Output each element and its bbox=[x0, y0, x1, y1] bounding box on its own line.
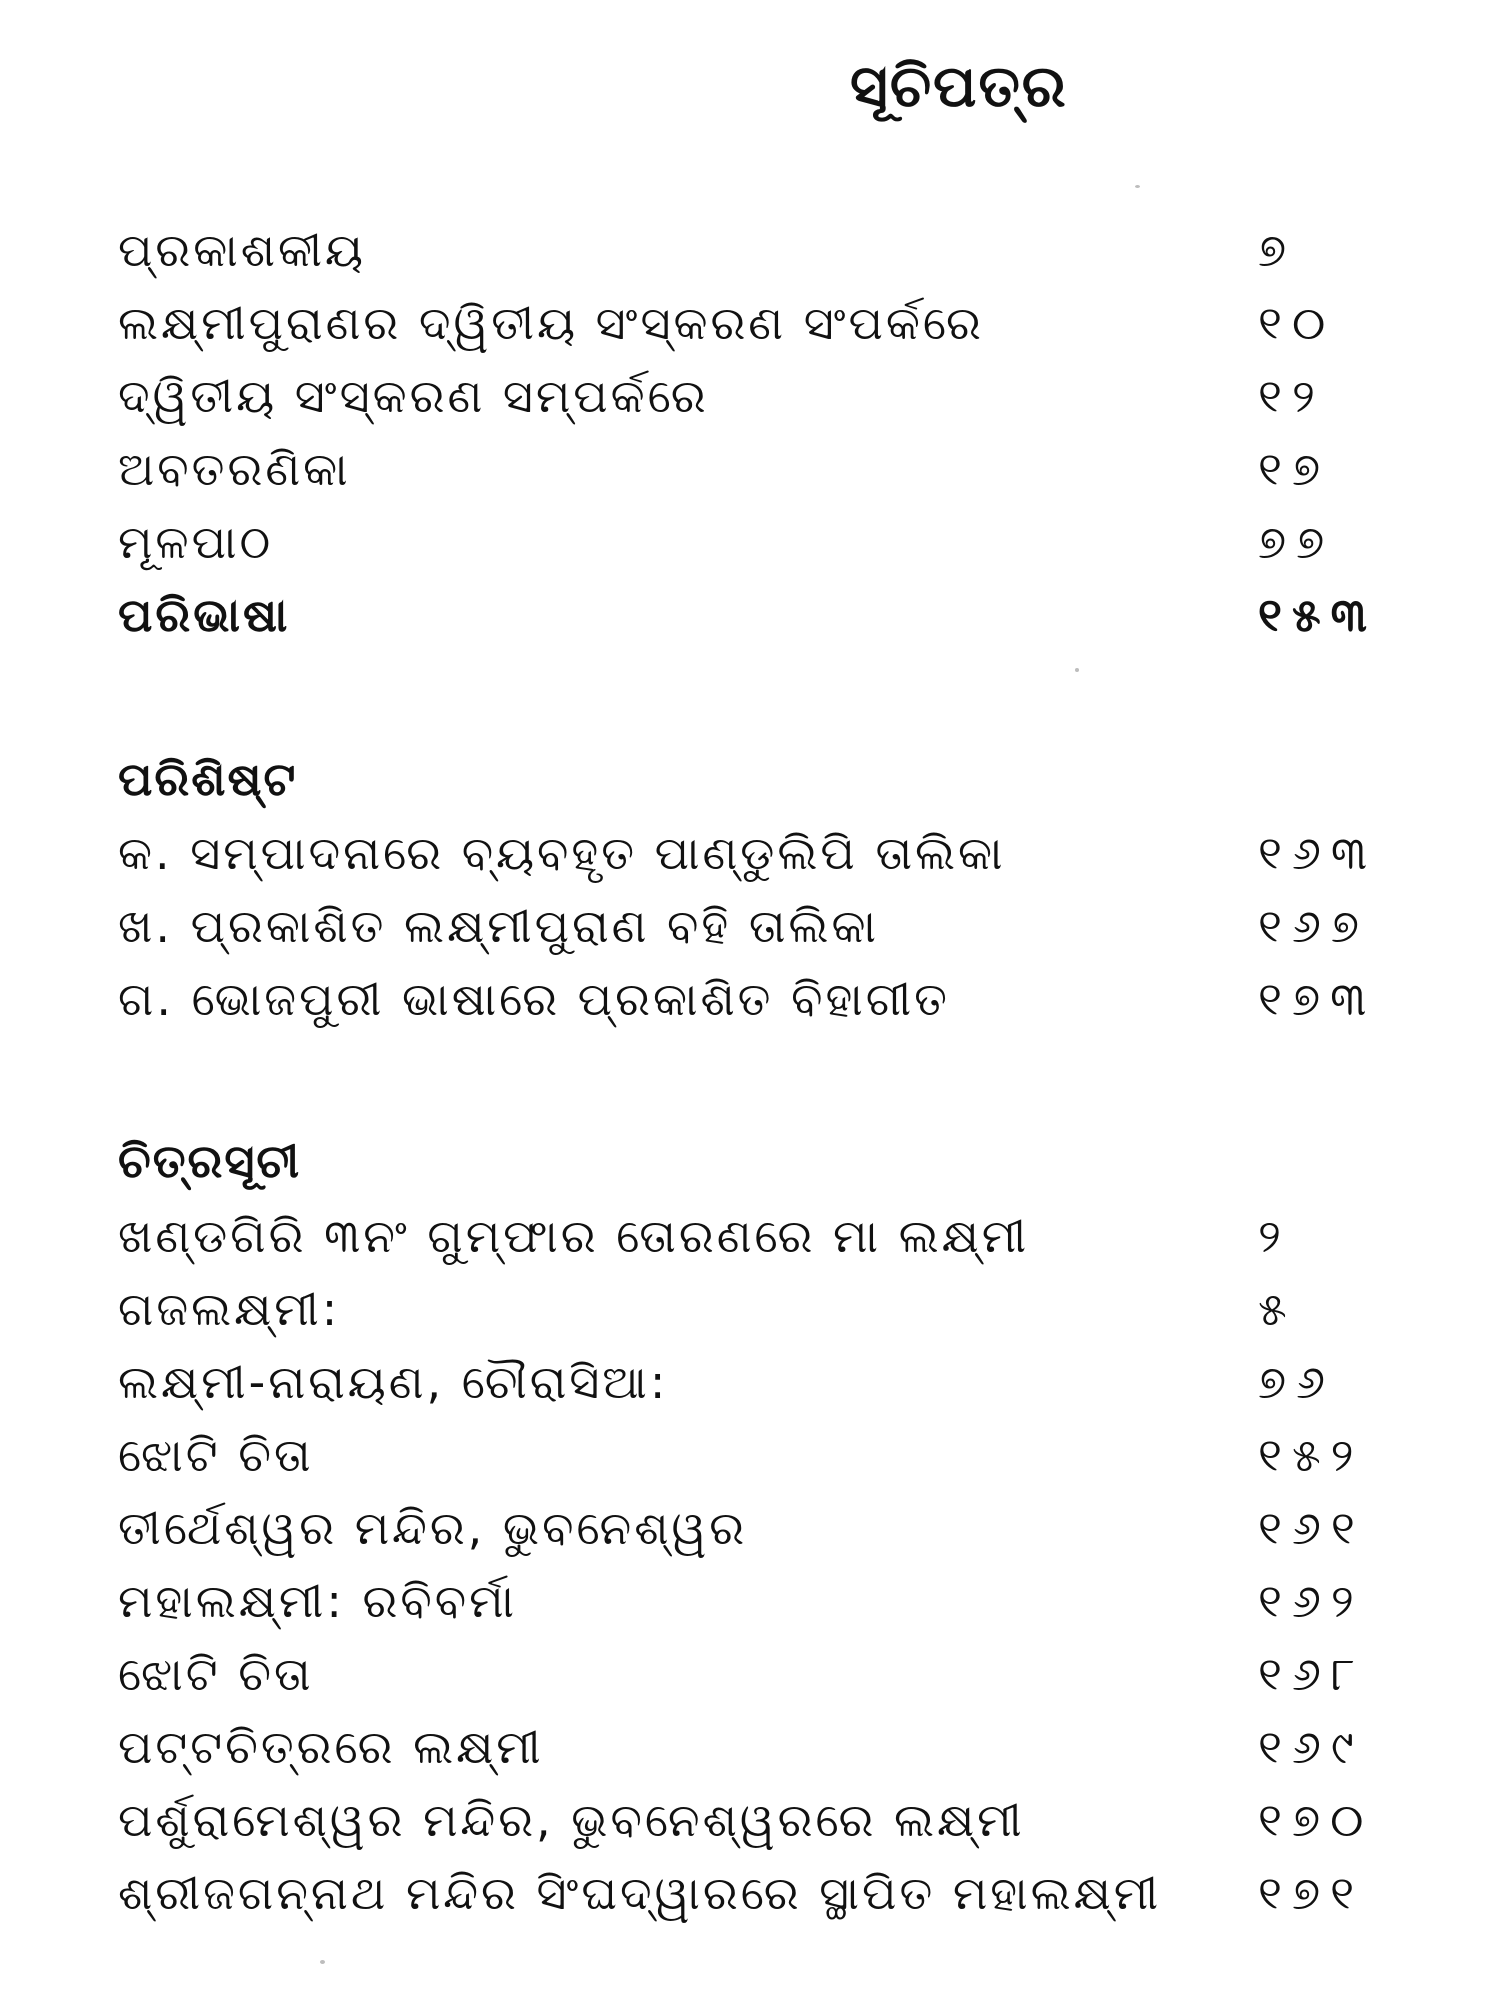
toc-entry-label: ଝୋଟି ଚିତା bbox=[118, 1647, 314, 1701]
toc-entry-main-text bbox=[118, 507, 1418, 577]
toc-entry-illustration bbox=[118, 1712, 1418, 1782]
toc-entry-label: ଦ୍ୱିତୀୟ ସଂସ୍କରଣ ସମ୍ପର୍କରେ bbox=[118, 369, 709, 423]
toc-entry-page: ୧୬୩ bbox=[1258, 826, 1378, 880]
toc-entry-appendix-ga bbox=[118, 964, 1418, 1034]
scan-speck bbox=[320, 1960, 325, 1964]
toc-entry-illustration bbox=[118, 1785, 1418, 1855]
toc-entry-label: ଲକ୍ଷ୍ମୀପୁରାଣର ଦ୍ୱିତୀୟ ସଂସ୍କରଣ ସଂପର୍କରେ bbox=[118, 296, 984, 350]
toc-entry-page: ୭୭ bbox=[1258, 515, 1335, 569]
toc-entry-appendix-ka bbox=[118, 818, 1418, 888]
toc-entry-illustration bbox=[118, 1858, 1418, 1928]
toc-entry-illustration bbox=[118, 1274, 1418, 1344]
toc-entry-page: ୧୫୩ bbox=[1258, 588, 1377, 642]
toc-entry-label: ଖଣ୍ଡଗିରି ୩ନଂ ଗୁମ୍ଫାର ତୋରଣରେ ମା ଲକ୍ଷ୍ମୀ bbox=[118, 1209, 1030, 1263]
toc-entry-illustration bbox=[118, 1347, 1418, 1417]
toc-entry-page: ୨ bbox=[1258, 1209, 1291, 1263]
toc-entry-page: ୭ bbox=[1258, 223, 1297, 277]
toc-entry-page: ୧୭୩ bbox=[1258, 972, 1377, 1026]
toc-entry-label: ଶ୍ରୀଜଗନ୍ନାଥ ମନ୍ଦିର ସିଂଘଦ୍ୱାରରେ ସ୍ଥାପିତ ମହାଲକ୍ଷ୍ମୀ bbox=[118, 1866, 1162, 1920]
toc-entry-label: ଗଜଲକ୍ଷ୍ମୀ: bbox=[118, 1282, 341, 1336]
toc-entry-label: ମହାଲକ୍ଷ୍ମୀ: ରବିବର୍ମା bbox=[118, 1574, 517, 1628]
toc-entry-label: ଝୋଟି ଚିତା bbox=[118, 1428, 314, 1482]
toc-entry-second-edition-lakshmipurana bbox=[118, 288, 1418, 358]
toc-entry-page: ୭୬ bbox=[1258, 1355, 1336, 1409]
toc-entry-label: ଅବତରଣିକା bbox=[118, 442, 351, 496]
toc-entry-page: ୧୨ bbox=[1258, 369, 1325, 423]
toc-entry-illustration bbox=[118, 1639, 1418, 1709]
toc-entry-label: ପରିଭାଷା bbox=[118, 588, 291, 642]
toc-entry-label: ପଟ୍ଟଚିତ୍ରରେ ଲକ୍ଷ୍ମୀ bbox=[118, 1720, 544, 1774]
toc-entry-introduction bbox=[118, 434, 1418, 504]
toc-entry-label: ଗ. ଭୋଜପୁରୀ ଭାଷାରେ ପ୍ରକାଶିତ ବିହାଗୀତ bbox=[118, 972, 950, 1026]
toc-entry-page: ୧୬୨ bbox=[1258, 1574, 1364, 1628]
toc-entry-page: ୧୭୦ bbox=[1258, 1793, 1374, 1847]
illustrations-heading: ଚିତ୍ରସୂଚୀ bbox=[118, 1134, 302, 1188]
toc-entry-page: ୧୬୭ bbox=[1258, 899, 1370, 953]
toc-entry-label: କ. ସମ୍ପାଦନାରେ ବ୍ୟବହୃତ ପାଣ୍ଡୁଲିପି ତାଲିକା bbox=[118, 826, 1006, 880]
toc-entry-page: ୧୭୧ bbox=[1258, 1866, 1365, 1920]
toc-entry-page: ୧୬୮ bbox=[1258, 1647, 1365, 1701]
scan-speck bbox=[1075, 668, 1079, 672]
toc-entry-second-edition bbox=[118, 361, 1418, 431]
toc-entry-label: ପ୍ରକାଶକୀୟ bbox=[118, 223, 366, 277]
toc-entry-glossary bbox=[118, 580, 1418, 650]
toc-entry-illustration bbox=[118, 1493, 1418, 1563]
scan-speck bbox=[1135, 185, 1140, 188]
toc-entry-publisher-note bbox=[118, 215, 1418, 285]
toc-entry-page: ୧୬୯ bbox=[1258, 1720, 1364, 1774]
toc-entry-appendix-kha bbox=[118, 891, 1418, 961]
toc-entry-illustration bbox=[118, 1201, 1418, 1271]
toc-entry-page: ୧୬୧ bbox=[1258, 1501, 1365, 1555]
toc-entry-page: ୫ bbox=[1258, 1282, 1297, 1336]
appendix-heading: ପରିଶିଷ୍ଟ bbox=[118, 752, 298, 806]
toc-entry-label: ତୀର୍ଥେଶ୍ୱର ମନ୍ଦିର, ଭୁବନେଶ୍ୱର bbox=[118, 1501, 748, 1555]
toc-entry-label: ଖ. ପ୍ରକାଶିତ ଲକ୍ଷ୍ମୀପୁରାଣ ବହି ତାଲିକା bbox=[118, 899, 879, 953]
toc-entry-page: ୧୫୨ bbox=[1258, 1428, 1364, 1482]
page-title: ସୂଚିପତ୍ର bbox=[850, 52, 1068, 120]
toc-entry-label: ମୂଳପାଠ bbox=[118, 515, 274, 569]
toc-entry-page: ୧୭ bbox=[1258, 442, 1331, 496]
toc-entry-page: ୧୦ bbox=[1258, 296, 1336, 350]
toc-entry-illustration bbox=[118, 1420, 1418, 1490]
toc-entry-illustration bbox=[118, 1566, 1418, 1636]
toc-entry-label: ଲକ୍ଷ୍ମୀ-ନାରାୟଣ, ଚୌରାସିଆ: bbox=[118, 1355, 669, 1409]
toc-entry-label: ପର୍ଶୁରାମେଶ୍ୱର ମନ୍ଦିର, ଭୁବନେଶ୍ୱରରେ ଲକ୍ଷ୍ମୀ bbox=[118, 1793, 1025, 1847]
